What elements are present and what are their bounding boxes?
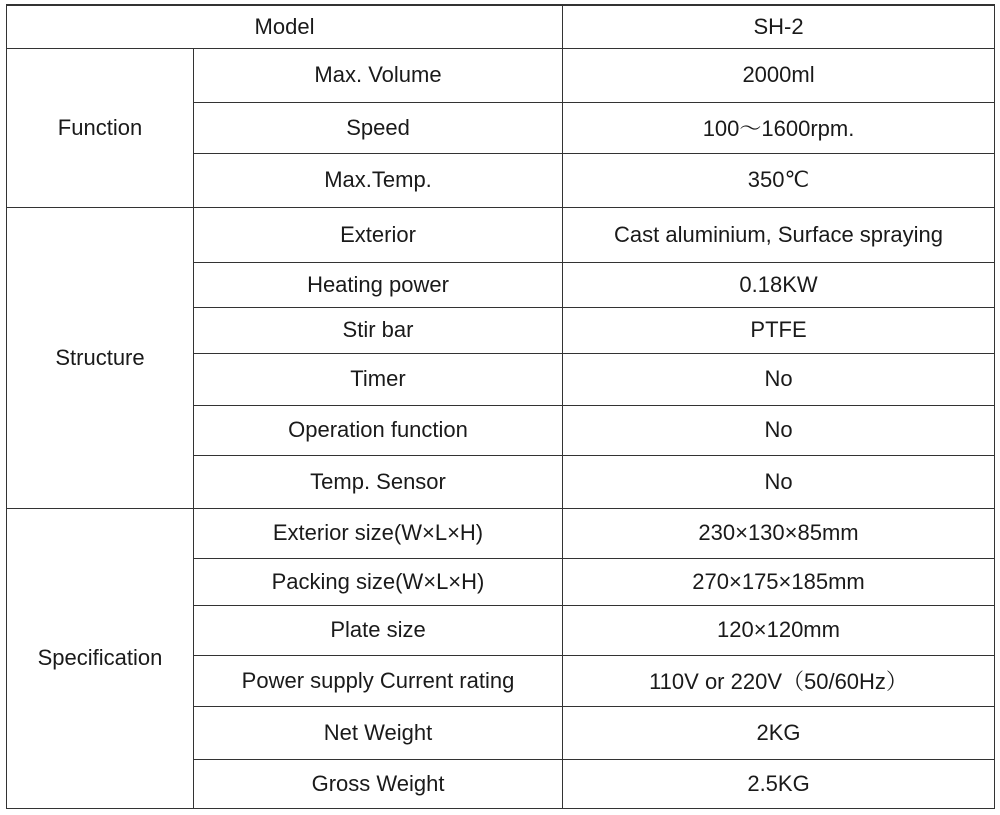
row-label: Heating power	[194, 262, 563, 307]
spec-table	[6, 4, 995, 809]
spec-sheet	[6, 4, 994, 807]
row-label: Exterior	[194, 207, 563, 262]
row-label: Gross Weight	[194, 759, 563, 808]
group-label-specification: Specification	[7, 508, 194, 808]
row-label: Max. Volume	[194, 48, 563, 102]
row-value: 0.18KW	[563, 262, 995, 307]
row-label: Stir bar	[194, 307, 563, 353]
row-label: Packing size(W×L×H)	[194, 558, 563, 605]
row-value: 2000ml	[563, 48, 995, 102]
group-label-function: Function	[7, 48, 194, 207]
row-label: Max.Temp.	[194, 153, 563, 207]
row-value: 100～1600rpm.	[563, 102, 995, 153]
model-row	[7, 5, 995, 48]
model-label: Model	[7, 5, 563, 48]
row-value: 350℃	[563, 153, 995, 207]
row-label: Operation function	[194, 405, 563, 455]
row-value: 110V or 220V（50/60Hz）	[563, 655, 995, 706]
row-label: Plate size	[194, 605, 563, 655]
row-label: Speed	[194, 102, 563, 153]
table-row	[7, 207, 995, 262]
model-value: SH-2	[563, 5, 995, 48]
row-value: 2.5KG	[563, 759, 995, 808]
group-label-structure: Structure	[7, 207, 194, 508]
row-value: No	[563, 455, 995, 508]
row-label: Power supply Current rating	[194, 655, 563, 706]
row-value: 230×130×85mm	[563, 508, 995, 558]
row-value: No	[563, 405, 995, 455]
row-value: 2KG	[563, 706, 995, 759]
row-label: Exterior size(W×L×H)	[194, 508, 563, 558]
row-label: Temp. Sensor	[194, 455, 563, 508]
table-row	[7, 48, 995, 102]
row-value: Cast aluminium, Surface spraying	[563, 207, 995, 262]
row-label: Net Weight	[194, 706, 563, 759]
row-value: 120×120mm	[563, 605, 995, 655]
table-row	[7, 508, 995, 558]
row-value: No	[563, 353, 995, 405]
row-value: 270×175×185mm	[563, 558, 995, 605]
row-label: Timer	[194, 353, 563, 405]
row-value: PTFE	[563, 307, 995, 353]
